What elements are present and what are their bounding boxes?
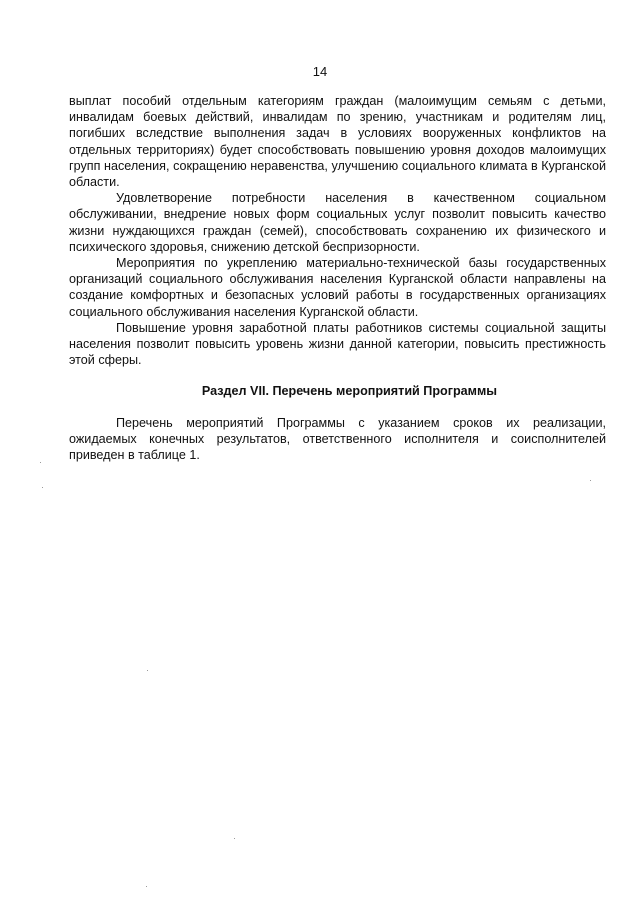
page-number: 14 [312, 64, 328, 79]
scan-speck [590, 480, 591, 481]
scan-speck [40, 462, 41, 463]
scan-speck [147, 670, 148, 671]
scan-speck [234, 838, 235, 839]
document-body [69, 93, 606, 463]
paragraph-material-base: Мероприятия по укреплению материально-технической базы государственных организаций социального обслуживания населения Курганской области направлены на создание комфортных и безопасных условий работы в государственных организациях социального обслуживания населения Курганской области. [69, 256, 606, 319]
section-heading: Раздел VII. Перечень мероприятий Программы [201, 384, 498, 399]
scan-speck [42, 487, 43, 488]
paragraph-program-measures: Перечень мероприятий Программы с указанием сроков их реализации, ожидаемых конечных результатов, ответственного исполнителя и соисполнителей приведен в таблице 1. [69, 415, 606, 463]
scan-speck [146, 886, 147, 887]
paragraph-social-services: Удовлетворение потребности населения в качественном социальном обслуживании, внедрение новых форм социальных услуг позволит повысить качество жизни нуждающихся граждан (семей), способствовать сохранению их физического и психического здоровья, снижению детской беспризорности. [69, 191, 606, 254]
paragraph-benefits-continued: выплат пособий отдельным категориям граждан (малоимущим семьям с детьми, инвалидам боевых действий, инвалидам по зрению, участникам и родителям лиц, погибших вследствие выполнения задач в условиях вооруженных конфликтов на отдельных территориях) будет способствовать повышению уровня доходов малоимущих групп населения, сокращению неравенства, улучшению социального климата в Курганской области. [69, 94, 606, 190]
paragraph-salary-increase: Повышение уровня заработной платы работников системы социальной защиты населения позволит повысить уровень жизни данной категории, повысить престижность этой сферы. [69, 320, 606, 368]
